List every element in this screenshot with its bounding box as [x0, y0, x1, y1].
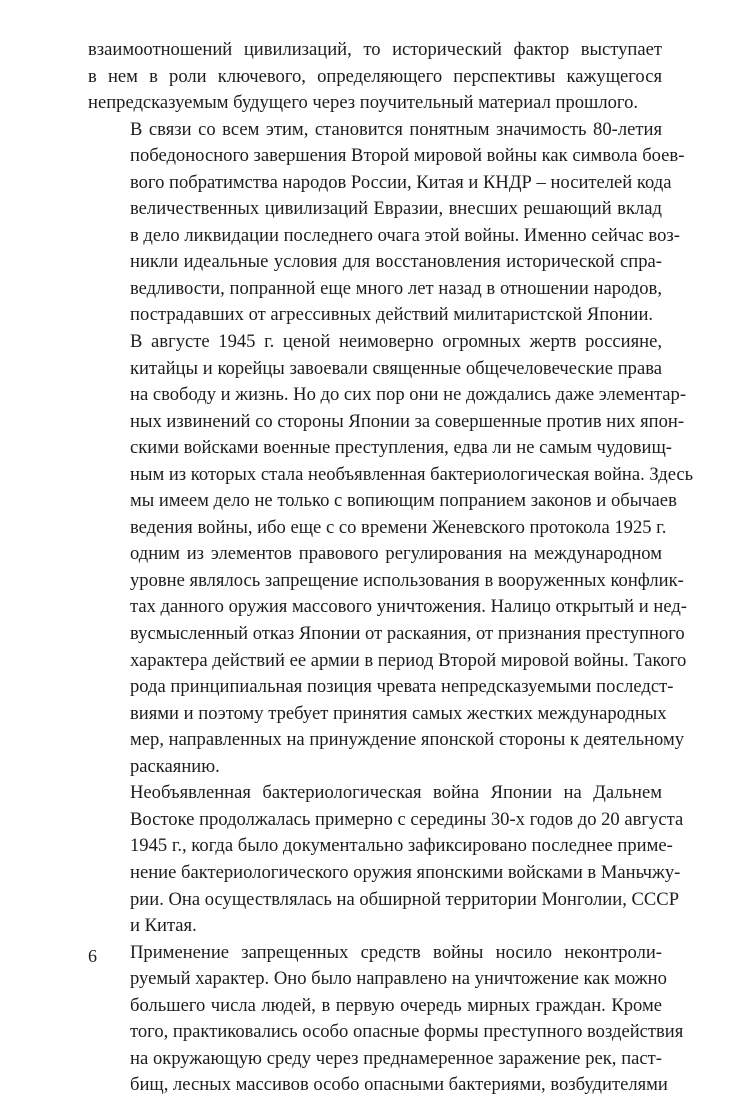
text-line: уровне являлось запрещение использования в вооруженных конфлик- [130, 569, 684, 591]
text-line: рода принципиальная позиция чревата непредсказуемыми последст- [130, 676, 674, 698]
text-line: в дело ликвидации последнего очага этой войны. Именно сейчас воз- [130, 224, 680, 246]
text-line: вого побратимства народов России, Китая и КНДР – носителей кода [130, 171, 672, 193]
body-text [88, 37, 694, 1099]
text-line: величественных цивилизаций Евразии, внесших решающий вклад [130, 198, 662, 220]
text-line: бищ, лесных массивов особо опасными бактериями, возбудителями [130, 1074, 668, 1096]
text-line: характера действий ее армии в период Второй мировой войны. Такого [130, 649, 687, 671]
text-line: ных извинений со стороны Японии за совершенные против них япон- [130, 410, 685, 432]
text-line: Применение запрещенных средств войны носило неконтроли- [130, 941, 662, 963]
text-line: того, практиковались особо опасные формы преступного воздействия [130, 1021, 684, 1043]
text-line: пострадавших от агрессивных действий милитаристской Японии. [130, 304, 654, 326]
text-line: никли идеальные условия для восстановления исторической спра- [130, 251, 662, 273]
text-line: мер, направленных на принуждение японской стороны к деятельному [130, 729, 685, 751]
text-line: на окружающую среду через преднамеренное заражение рек, паст- [130, 1047, 662, 1069]
text-line: рии. Она осуществлялась на обширной территории Монголии, СССР [130, 888, 680, 910]
text-line: скими войсками военные преступления, едва ли не самым чудовищ- [130, 437, 672, 459]
text-line: В августе 1945 г. ценой неимоверно огромных жертв россияне, [130, 331, 662, 353]
text-line: ведливости, попранной еще много лет назад в отношении народов, [130, 277, 662, 299]
text-line: вусмысленный отказ Японии от раскаяния, от признания преступного [130, 623, 685, 645]
text-line: мы имеем дело не только с вопиющим попранием законов и обычаев [130, 490, 677, 512]
text-line: раскаянию. [130, 755, 220, 777]
text-line: одним из элементов правового регулирования на международном [130, 543, 662, 565]
text-line: Необъявленная бактериологическая война Японии на Дальнем [130, 782, 662, 804]
text-line: взаимоотношений цивилизаций, то исторический фактор выступает [88, 39, 662, 60]
text-line: 1945 г., когда было документально зафиксировано последнее приме- [130, 835, 673, 857]
text-line: нение бактериологического оружия японскими войсками в Маньчжу- [130, 861, 681, 883]
text-line: и Китая. [130, 915, 197, 937]
page-number: 6 [88, 946, 97, 966]
text-line: большего числа людей, в первую очередь мирных граждан. Кроме [130, 994, 662, 1016]
text-line: виями и поэтому требует принятия самых жестких международных [130, 702, 667, 724]
text-line: тах данного оружия массового уничтожения. Налицо открытый и нед- [130, 596, 687, 618]
paragraph [88, 780, 684, 939]
text-line: Востоке продолжалась примерно с середины 30-х годов до 20 августа [130, 808, 684, 830]
text-line: ведения войны, ибо еще с со времени Женевского протокола 1925 г. [130, 516, 667, 538]
text-line: ным из которых стала необъявленная бактериологическая война. Здесь [130, 463, 694, 485]
text-line: в нем в роли ключевого, определяющего перспективы кажущегося [88, 65, 662, 87]
text-line: В связи со всем этим, становится понятным значимость 80-летия [130, 118, 662, 140]
paragraph [88, 117, 685, 329]
paragraph [88, 329, 694, 780]
text-line: непредсказуемым будущего через поучительный материал прошлого. [88, 92, 639, 114]
text-line: руемый характер. Оно было направлено на уничтожение как можно [130, 968, 667, 990]
paragraph [88, 37, 662, 117]
text-line: на свободу и жизнь. Но до сих пор они не дождались даже элементар- [130, 384, 687, 406]
paragraph [88, 940, 684, 1099]
text-line: китайцы и корейцы завоевали священные общечеловеческие права [130, 357, 662, 379]
text-line: победоносного завершения Второй мировой войны как символа боев- [130, 145, 685, 167]
